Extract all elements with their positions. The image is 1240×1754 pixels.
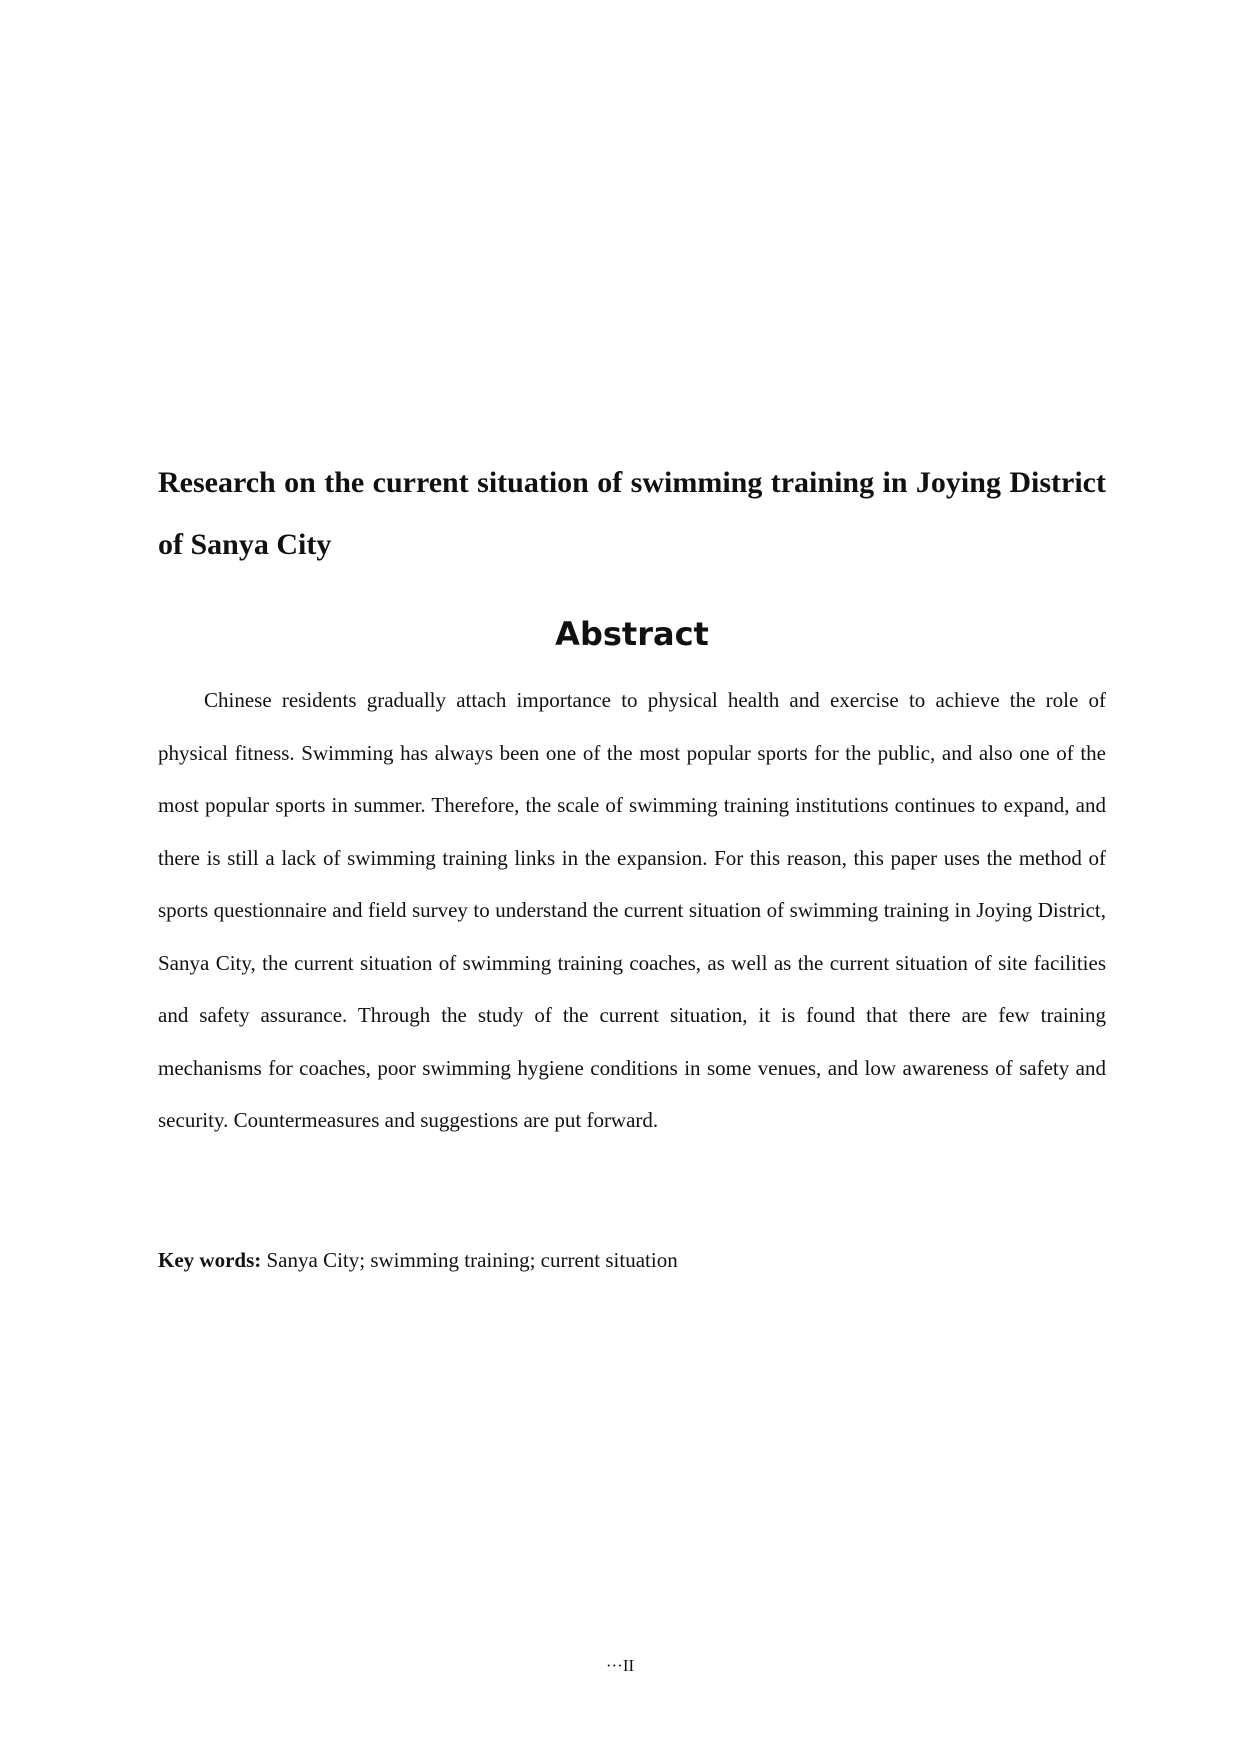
paper-title: Research on the current situation of swimming training in Joying District of Sanya City <box>158 466 1106 561</box>
keywords-text: Sanya City; swimming training; current situation <box>261 1247 678 1272</box>
page-content <box>158 452 1106 1275</box>
abstract-heading: Abstract <box>555 615 709 653</box>
abstract-paragraph: Chinese residents gradually attach importance to physical health and exercise to achieve the role of physical fitness. Swimming has always been one of the most popular sports for the public, and also one of the most popular sports in summer. Therefore, the scale of swimming training institutions continues to expand, and there is still a lack of swimming training links in the expansion. For this reason, this paper uses the method of sports questionnaire and field survey to understand the current situation of swimming training in Joying District, Sanya City, the current situation of swimming training coaches, as well as the current situation of site facilities and safety assurance. Through the study of the current situation, it is found that there are few training mechanisms for coaches, poor swimming hygiene conditions in some venues, and low awareness of safety and security. Countermeasures and suggestions are put forward. <box>158 688 1106 1132</box>
page-number: ···II <box>605 1656 635 1675</box>
keywords-line <box>158 1245 1106 1275</box>
keywords-label: Key words: <box>158 1247 262 1272</box>
